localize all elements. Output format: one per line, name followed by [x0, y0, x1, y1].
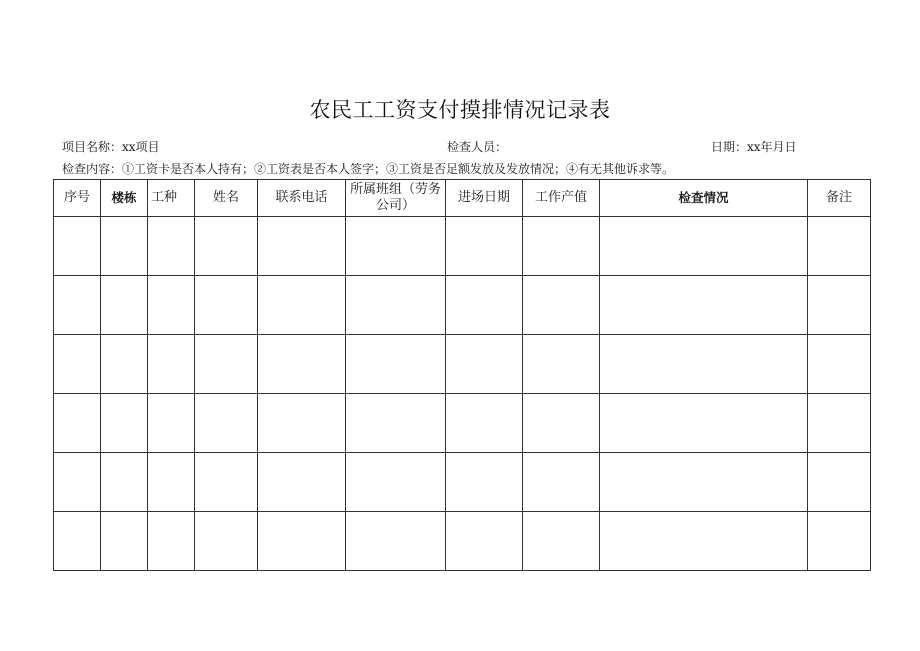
- table-row: [54, 217, 871, 276]
- table-cell[interactable]: [600, 453, 808, 512]
- table-cell[interactable]: [523, 276, 600, 335]
- inspection-content-line: 检查内容：①工资卡是否本人持有；②工资表是否本人签字；③工资是否足额发放及发放情况；④有无其他诉求等。: [62, 162, 675, 176]
- table-cell[interactable]: [346, 335, 446, 394]
- table-cell[interactable]: [523, 394, 600, 453]
- table-cell[interactable]: [600, 217, 808, 276]
- table-row: [54, 335, 871, 394]
- col-header-trade: 工种: [148, 180, 195, 217]
- table-row: [54, 453, 871, 512]
- table-cell[interactable]: [446, 394, 523, 453]
- table-cell[interactable]: [54, 276, 101, 335]
- table-cell[interactable]: [101, 394, 148, 453]
- table-cell[interactable]: [54, 217, 101, 276]
- table-cell[interactable]: [808, 335, 871, 394]
- table-cell[interactable]: [258, 453, 346, 512]
- inspector-field: 检查人员：: [447, 140, 508, 154]
- project-name-field: 项目名称：xx项目: [62, 140, 160, 154]
- col-header-name: 姓名: [195, 180, 258, 217]
- table-cell[interactable]: [148, 335, 195, 394]
- table-cell[interactable]: [523, 453, 600, 512]
- table-cell[interactable]: [523, 335, 600, 394]
- table-header-row: [54, 180, 871, 217]
- table-cell[interactable]: [101, 276, 148, 335]
- table-cell[interactable]: [148, 217, 195, 276]
- table-cell[interactable]: [446, 276, 523, 335]
- table-cell[interactable]: [446, 453, 523, 512]
- table-row: [54, 512, 871, 571]
- table-cell[interactable]: [523, 512, 600, 571]
- table-cell[interactable]: [346, 394, 446, 453]
- table-cell[interactable]: [258, 276, 346, 335]
- table-cell[interactable]: [54, 394, 101, 453]
- table-cell[interactable]: [195, 512, 258, 571]
- table-cell[interactable]: [258, 217, 346, 276]
- record-table: [53, 179, 871, 571]
- col-header-remarks: 备注: [808, 180, 871, 217]
- table-row: [54, 394, 871, 453]
- table-cell[interactable]: [808, 512, 871, 571]
- col-header-index: 序号: [54, 180, 101, 217]
- table-cell[interactable]: [195, 276, 258, 335]
- table-cell[interactable]: [101, 217, 148, 276]
- table-cell[interactable]: [258, 512, 346, 571]
- table-cell[interactable]: [346, 453, 446, 512]
- col-header-phone: 联系电话: [258, 180, 346, 217]
- table-cell[interactable]: [101, 453, 148, 512]
- table-cell[interactable]: [808, 276, 871, 335]
- table-cell[interactable]: [808, 394, 871, 453]
- table-cell[interactable]: [54, 453, 101, 512]
- table-cell[interactable]: [195, 217, 258, 276]
- table-cell[interactable]: [600, 512, 808, 571]
- table-cell[interactable]: [600, 335, 808, 394]
- col-header-building: 楼栋: [101, 180, 148, 217]
- table-cell[interactable]: [346, 512, 446, 571]
- table-cell[interactable]: [600, 276, 808, 335]
- table-cell[interactable]: [148, 453, 195, 512]
- table-cell[interactable]: [148, 394, 195, 453]
- table-cell[interactable]: [600, 394, 808, 453]
- table-cell[interactable]: [195, 335, 258, 394]
- table-row: [54, 276, 871, 335]
- table-cell[interactable]: [101, 512, 148, 571]
- table-cell[interactable]: [446, 512, 523, 571]
- col-header-team: 所属班组（劳务公司）: [346, 180, 446, 217]
- col-header-inspection-result: 检查情况: [600, 180, 808, 217]
- table-cell[interactable]: [346, 217, 446, 276]
- table-cell[interactable]: [195, 453, 258, 512]
- table-cell[interactable]: [54, 512, 101, 571]
- table-cell[interactable]: [346, 276, 446, 335]
- table-cell[interactable]: [195, 394, 258, 453]
- form-title: 农民工工资支付摸排情况记录表: [309, 98, 611, 122]
- table-cell[interactable]: [148, 512, 195, 571]
- table-cell[interactable]: [808, 217, 871, 276]
- date-field: 日期：xx年月日: [711, 140, 797, 154]
- table-cell[interactable]: [523, 217, 600, 276]
- table-cell[interactable]: [258, 335, 346, 394]
- col-header-output-value: 工作产值: [523, 180, 600, 217]
- table-cell[interactable]: [54, 335, 101, 394]
- table-cell[interactable]: [446, 335, 523, 394]
- table-cell[interactable]: [808, 453, 871, 512]
- table-cell[interactable]: [258, 394, 346, 453]
- table-cell[interactable]: [446, 217, 523, 276]
- table-cell[interactable]: [148, 276, 195, 335]
- col-header-entry-date: 进场日期: [446, 180, 523, 217]
- table-cell[interactable]: [101, 335, 148, 394]
